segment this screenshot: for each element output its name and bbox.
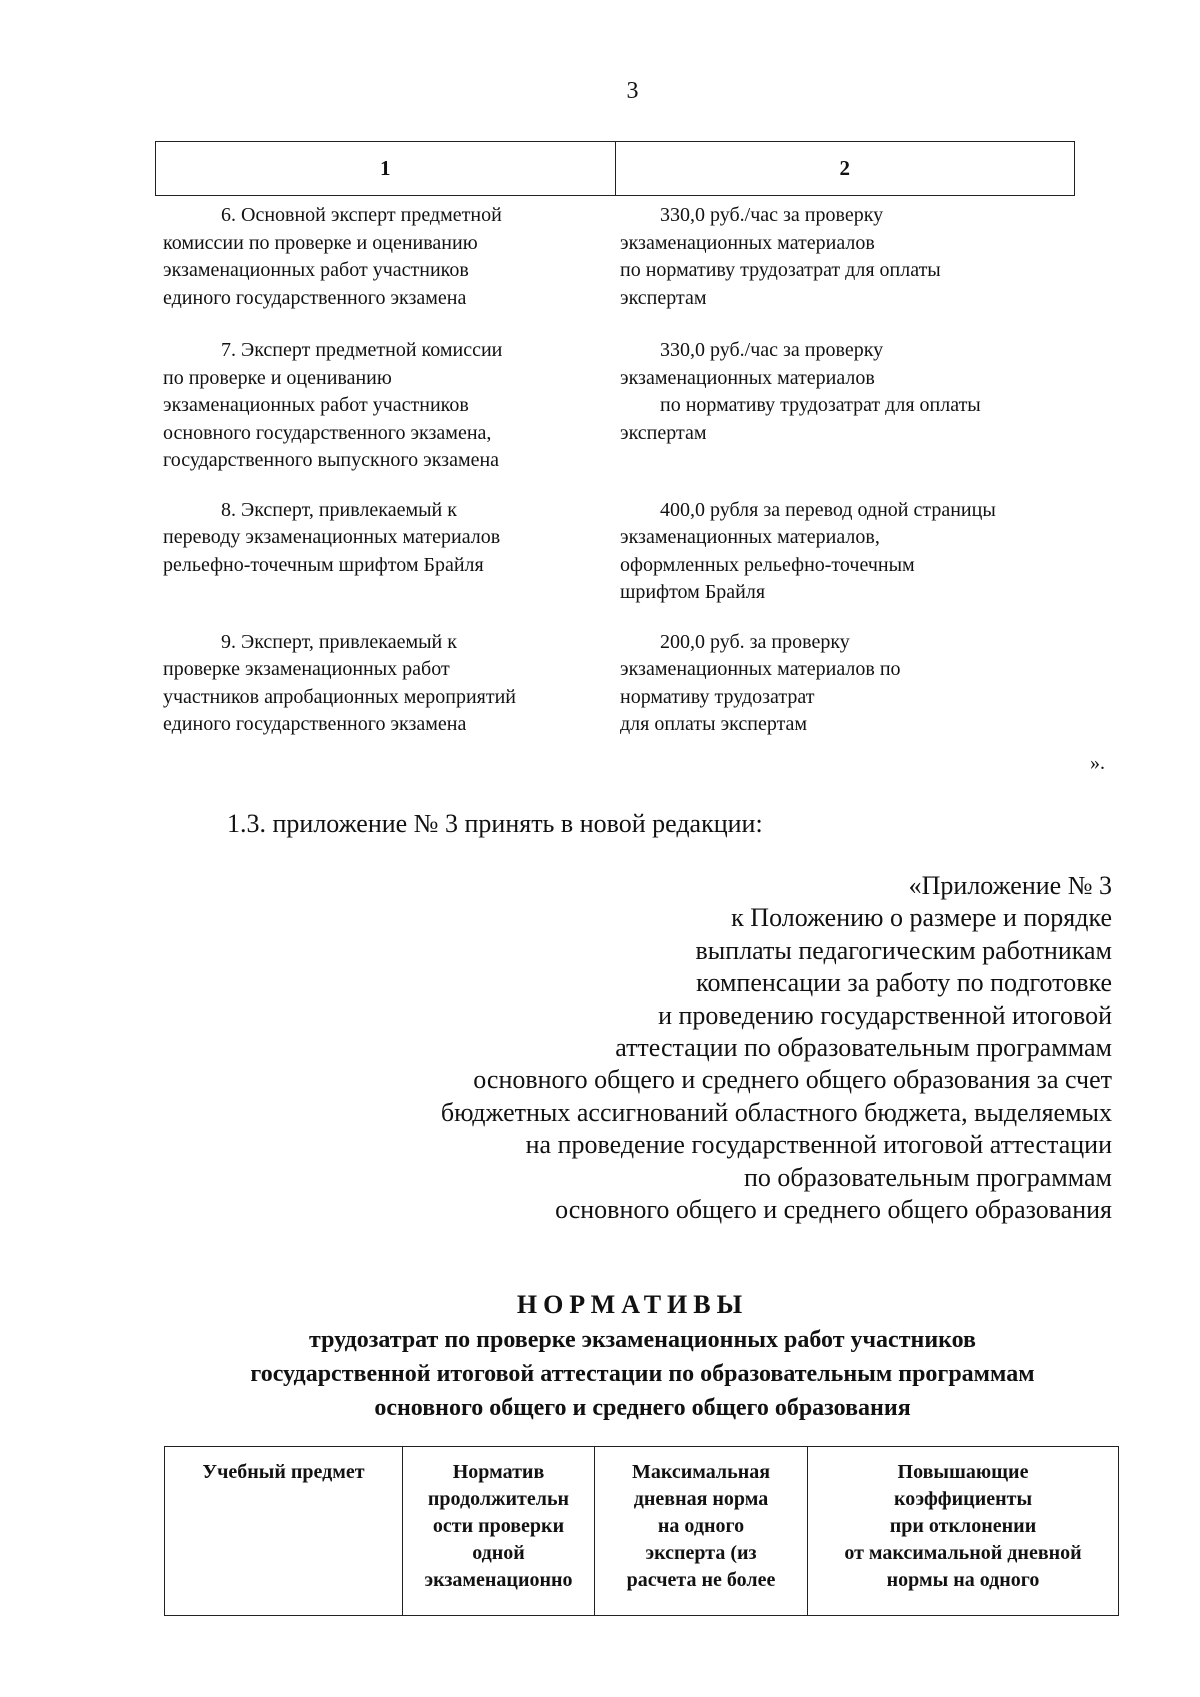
document-title: НОРМАТИВЫ: [516, 1290, 749, 1319]
column-header-1: 1: [380, 156, 391, 180]
row-description: 7. Эксперт предметной комиссии по проверке и оцениванию экзаменационных работ участников основного государственного экзамена, государственного выпускного экзамена: [163, 339, 503, 471]
row-description: 9. Эксперт, привлекаемый к проверке экзаменационных работ участников апробационных мероприятий единого государственного экзамена: [163, 630, 517, 735]
closing-quote: ».: [1090, 752, 1105, 774]
header-coefficients: Повышающие коэффициенты при отклонении от максимальной дневной нормы на одного: [807, 1447, 1118, 1615]
table-row: [163, 202, 1083, 312]
clause-text: 1.3. приложение № 3 принять в новой редакции:: [227, 809, 763, 838]
norms-table-header: [164, 1446, 1119, 1616]
row-description: 8. Эксперт, привлекаемый к переводу экзаменационных материалов рельефно-точечным шрифтом Брайля: [163, 498, 501, 576]
row-rate: 200,0 руб. за проверку экзаменационных материалов по нормативу трудозатрат для оплаты экспертам: [620, 630, 901, 735]
table-row: [163, 337, 1083, 475]
row-rate: 400,0 рубля за перевод одной страницы экзаменационных материалов, оформленных рельефно-точечным шрифтом Брайля: [620, 498, 996, 603]
table-row: [163, 629, 1083, 739]
appendix-heading: «Приложение № 3 к Положению о размере и порядке выплаты педагогическим работникам компенсации за работу по подготовке и проведению государственной итоговой аттестации по образовательным программам основного общего и среднего общего образования за счет бюджетных ассигнований областного бюджета, выделяемых на проведение государственной итоговой аттестации по образовательным программам основного общего и среднего общего образования: [440, 871, 1112, 1225]
page-number: 3: [626, 78, 639, 104]
row-rate: 330,0 руб./час за проверку экзаменационных материалов по нормативу трудозатрат для оплаты экспертам: [620, 339, 981, 444]
table-header-row: [155, 141, 1075, 196]
row-description: 6. Основной эксперт предметной комиссии по проверке и оцениванию экзаменационных работ участников единого государственного экзамена: [163, 204, 502, 309]
document-subtitle: трудозатрат по проверке экзаменационных работ участников государственной итоговой аттестации по образовательным программам основного общего и среднего общего образования: [250, 1327, 1035, 1421]
header-daily-norm: Максимальная дневная норма на одного эксперта (из расчета не более: [594, 1447, 807, 1615]
table-row: [163, 497, 1083, 607]
header-check-duration: Норматив продолжительн ости проверки одной экзаменационно: [402, 1447, 594, 1615]
column-header-2: 2: [615, 142, 1075, 195]
table-body: [163, 202, 1083, 739]
header-subject: Учебный предмет: [202, 1461, 365, 1483]
row-rate: 330,0 руб./час за проверку экзаменационных материалов по нормативу трудозатрат для оплаты экспертам: [620, 204, 941, 309]
